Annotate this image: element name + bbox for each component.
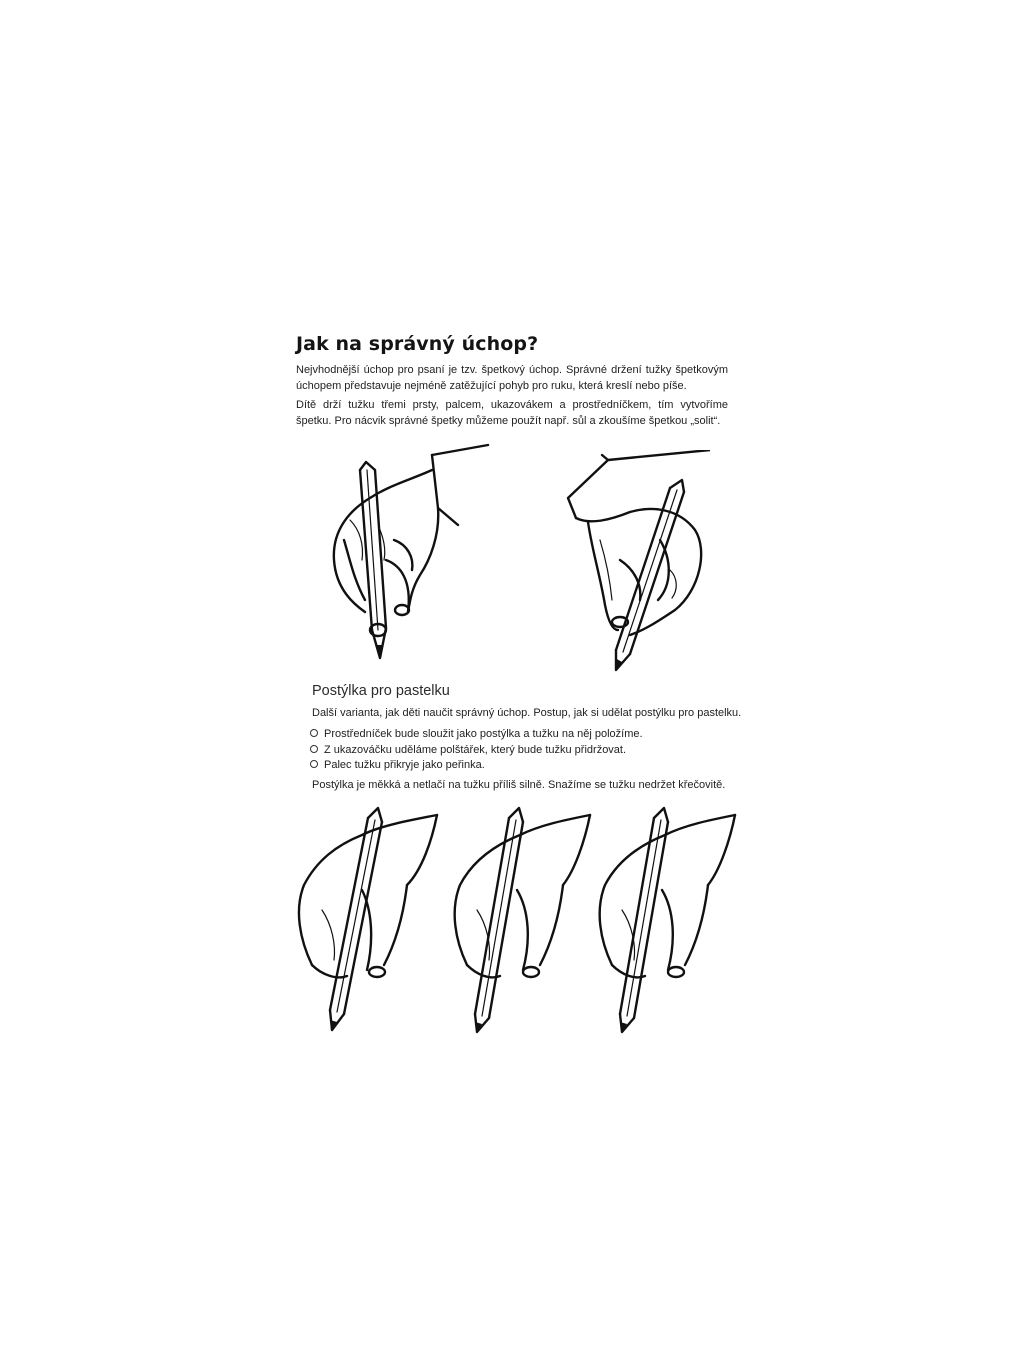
circle-bullet-icon <box>310 745 318 753</box>
grip-step-2-illustration <box>445 800 595 1035</box>
circle-bullet-icon <box>310 760 318 768</box>
grip-step-3-illustration <box>590 800 740 1035</box>
circle-bullet-icon <box>310 729 318 737</box>
grip-step-1-illustration <box>292 800 442 1035</box>
list-item: Z ukazováčku uděláme polštářek, který bude tužku přidržovat. <box>310 743 643 759</box>
section-intro: Další varianta, jak děti naučit správný úchop. Postup, jak si udělat postýlku pro pastelku. <box>312 707 742 719</box>
list-item: Prostředníček bude sloužit jako postýlka a tužku na něj položíme. <box>310 727 643 743</box>
right-hand-grip-illustration <box>320 440 490 665</box>
list-item: Palec tužku přikryje jako peřinka. <box>310 758 643 774</box>
intro-paragraph-1: Nejvhodnější úchop pro psaní je tzv. špetkový úchop. Správné držení tužky špetkovým úchopem představuje nejméně zatěžující pohyb pro ruku, která kreslí nebo píše. <box>296 364 728 392</box>
section-title: Postýlka pro pastelku <box>312 683 450 699</box>
page-title: Jak na správný úchop? <box>296 333 539 355</box>
section-closing: Postýlka je měkká a netlačí na tužku příliš silně. Snažíme se tužku nedržet křečovitě. <box>312 779 726 791</box>
instruction-list <box>310 727 643 774</box>
intro-paragraph-2: Dítě drží tužku třemi prsty, palcem, ukazovákem a prostředníčkem, tím vytvoříme špetku. Pro nácvik správné špetky můžeme použít např. sůl a zkoušíme špetkou „solit“. <box>296 399 728 427</box>
left-hand-grip-illustration <box>560 450 710 675</box>
